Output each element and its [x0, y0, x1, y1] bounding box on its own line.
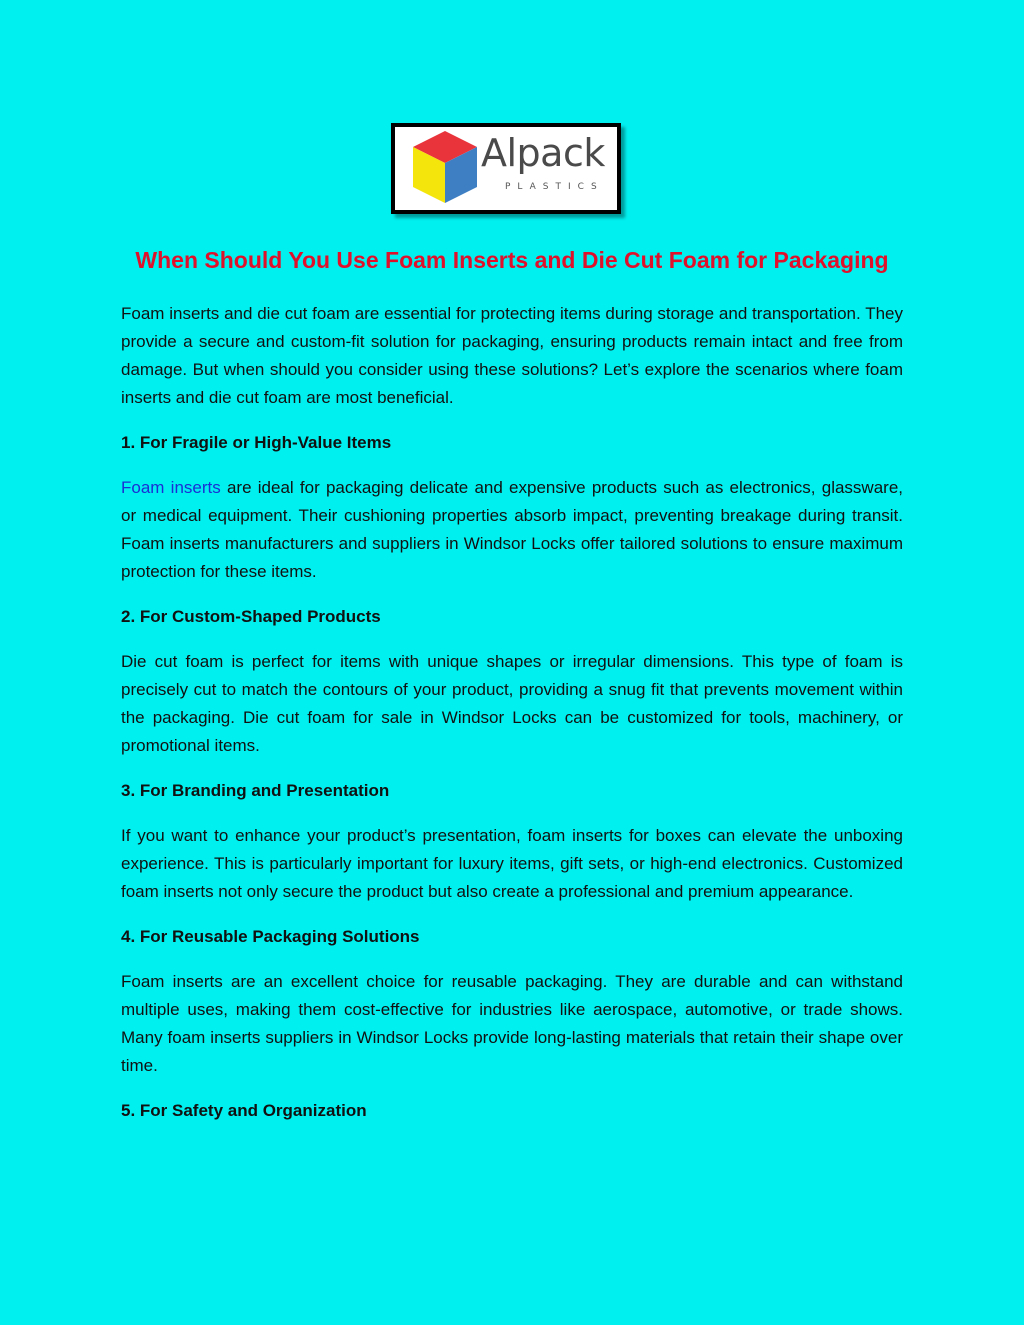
- section-paragraph-4: Foam inserts are an excellent choice for reusable packaging. They are durable and can withstand multiple uses, making them cost-effective for industries like aerospace, automotive, or trade shows. Many foam inserts suppliers in Windsor Locks provide long-lasting materials that retain their shape over time.: [121, 972, 903, 1075]
- logo-brand-text: Alpack: [481, 131, 605, 175]
- section-heading-4: 4. For Reusable Packaging Solutions: [121, 927, 420, 946]
- section-paragraph-1: [121, 474, 903, 586]
- section-paragraph-1-text: are ideal for packaging delicate and expensive products such as electronics, glassware, or medical equipment. Their cushioning properties absorb impact, preventing breakage during transit. Foam inserts manufacturers and suppliers in Windsor Locks offer tailored solutions to ensure maximum protection for these items.: [121, 478, 903, 581]
- section-heading-3: 3. For Branding and Presentation: [121, 781, 390, 800]
- logo: [391, 123, 621, 214]
- section-heading-5: 5. For Safety and Organization: [121, 1101, 367, 1120]
- section-paragraph-2: Die cut foam is perfect for items with unique shapes or irregular dimensions. This type of foam is precisely cut to match the contours of your product, providing a snug fit that prevents movement within the packaging. Die cut foam for sale in Windsor Locks can be customized for tools, machinery, or promotional items.: [121, 652, 903, 755]
- document-title: When Should You Use Foam Inserts and Die Cut Foam for Packaging: [135, 247, 889, 273]
- intro-paragraph: Foam inserts and die cut foam are essential for protecting items during storage and transportation. They provide a secure and custom-fit solution for packaging, ensuring products remain intact and free from damage. But when should you consider using these solutions? Let’s explore the scenarios where foam inserts and die cut foam are most beneficial.: [121, 304, 903, 407]
- section-heading-2: 2. For Custom-Shaped Products: [121, 607, 381, 626]
- document-body: [121, 240, 903, 1142]
- cube-logo-icon: [411, 129, 479, 205]
- section-heading-1: 1. For Fragile or High-Value Items: [121, 433, 392, 452]
- logo-sub-text: PLASTICS: [505, 182, 604, 192]
- foam-inserts-link[interactable]: Foam inserts: [121, 478, 221, 497]
- section-paragraph-3: If you want to enhance your product’s presentation, foam inserts for boxes can elevate the unboxing experience. This is particularly important for luxury items, gift sets, or high-end electronics. Customized foam inserts not only secure the product but also create a professional and premium appearance.: [121, 826, 903, 901]
